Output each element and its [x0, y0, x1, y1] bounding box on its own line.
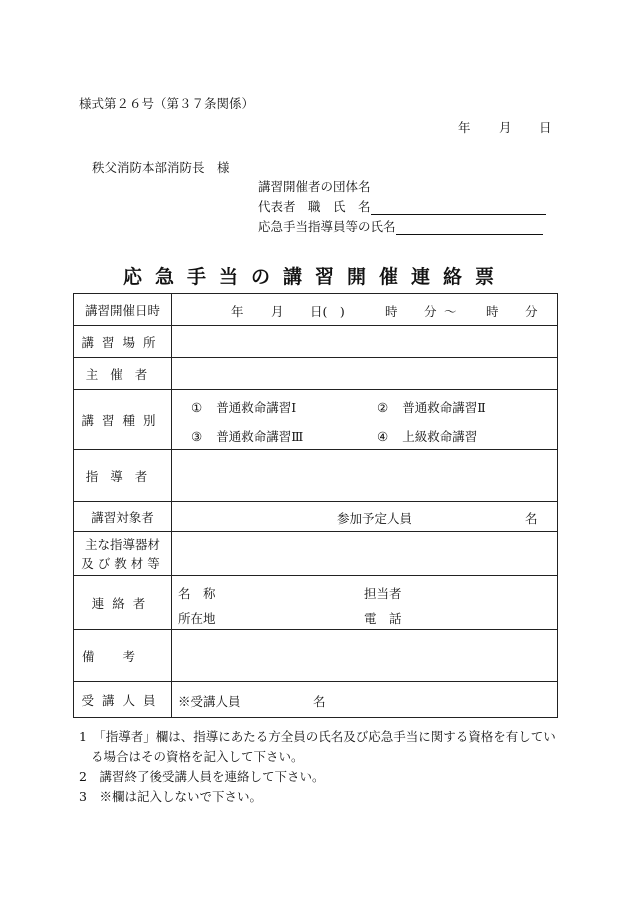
target-label: 講習対象者	[74, 502, 172, 532]
contact-person-label: 担当者	[364, 586, 402, 601]
course-type-field	[172, 390, 558, 450]
date-day: 日( )	[310, 304, 345, 319]
option-4-text: 上級救命講習	[402, 429, 478, 444]
course-option-3[interactable]	[191, 427, 303, 445]
planned-participants-label: 参加予定人員	[337, 511, 413, 526]
contact-phone-label: 電 話	[364, 611, 402, 626]
form-number: 様式第２６号（第３７条関係）	[79, 96, 255, 111]
representative-row	[258, 197, 546, 215]
contact-name-label: 名 称	[178, 586, 216, 601]
page-title: 応急手当の講習開催連絡票	[122, 266, 507, 288]
date-minute: 分	[424, 304, 437, 319]
attendees-value-label: ※受講人員	[178, 694, 241, 709]
venue-label: 講習場所	[74, 326, 172, 358]
contact-form-table	[73, 293, 558, 718]
option-3-text: 普通救命講習Ⅲ	[216, 429, 304, 444]
instructor-name-row	[258, 217, 543, 235]
date-month-label: 月	[499, 120, 512, 135]
note-2: 2 講習終了後受講人員を連絡して下さい。	[79, 769, 325, 784]
option-2-number: ②	[377, 400, 389, 415]
planned-participants-unit: 名	[525, 511, 538, 526]
venue-row	[74, 326, 558, 358]
contact-row	[74, 576, 558, 630]
option-1-number: ①	[191, 400, 203, 415]
course-type-label: 講習種別	[74, 390, 172, 450]
host-label: 主催者	[74, 358, 172, 390]
contact-address-label: 所在地	[178, 611, 216, 626]
date-hour: 時	[385, 304, 398, 319]
attendees-label: 受講人員	[74, 682, 172, 718]
option-2-text: 普通救命講習Ⅱ	[402, 400, 486, 415]
instructor-row	[74, 450, 558, 502]
course-option-4[interactable]	[377, 427, 477, 445]
remarks-row	[74, 630, 558, 682]
option-4-number: ④	[377, 429, 389, 444]
equipment-row	[74, 532, 558, 576]
remarks-label: 備考	[74, 630, 172, 682]
date-year: 年	[231, 304, 244, 319]
note-1-continued: る場合はその資格を記入して下さい。	[91, 749, 304, 764]
equipment-label	[74, 532, 172, 576]
equipment-field[interactable]	[172, 532, 558, 576]
instructor-name-label: 応急手当指導員等の氏名	[258, 219, 396, 234]
attendees-row	[74, 682, 558, 718]
date-month: 月	[271, 304, 284, 319]
target-row	[74, 502, 558, 532]
attendees-field	[172, 682, 558, 718]
instructor-field[interactable]	[172, 450, 558, 502]
date-field[interactable]	[172, 294, 558, 326]
date-minute-end: 分	[525, 304, 538, 319]
addressee: 秩父消防本部消防長 様	[92, 160, 230, 175]
date-row	[74, 294, 558, 326]
contact-label: 連絡者	[74, 576, 172, 630]
date-label: 講習開催日時	[74, 294, 172, 326]
equipment-label-line2: 及び教材等	[81, 555, 164, 571]
date-day-label: 日	[539, 120, 552, 135]
note-1: 1 「指導者」欄は、指導にあたる方全員の氏名及び応急手当に関する資格を有してい	[79, 729, 556, 744]
remarks-field[interactable]	[172, 630, 558, 682]
instructor-name-field[interactable]	[396, 221, 543, 235]
date-tilde: ～	[444, 304, 457, 319]
organization-label: 講習開催者の団体名	[258, 179, 371, 194]
date-year-label: 年	[458, 120, 471, 135]
note-3: 3 ※欄は記入しないで下さい。	[79, 789, 262, 804]
representative-field[interactable]	[371, 201, 546, 215]
option-3-number: ③	[191, 429, 203, 444]
date-hour-end: 時	[486, 304, 499, 319]
contact-field	[172, 576, 558, 630]
course-option-1[interactable]	[191, 398, 296, 416]
equipment-label-line1: 主な指導器材	[84, 536, 160, 552]
attendees-unit: 名	[313, 694, 326, 709]
host-field[interactable]	[172, 358, 558, 390]
instructor-label: 指導者	[74, 450, 172, 502]
host-row	[74, 358, 558, 390]
course-option-2[interactable]	[377, 398, 486, 416]
target-field[interactable]	[172, 502, 558, 532]
course-type-row	[74, 390, 558, 450]
representative-label: 代表者 職 氏 名	[258, 199, 371, 214]
option-1-text: 普通救命講習Ⅰ	[216, 400, 297, 415]
venue-field[interactable]	[172, 326, 558, 358]
